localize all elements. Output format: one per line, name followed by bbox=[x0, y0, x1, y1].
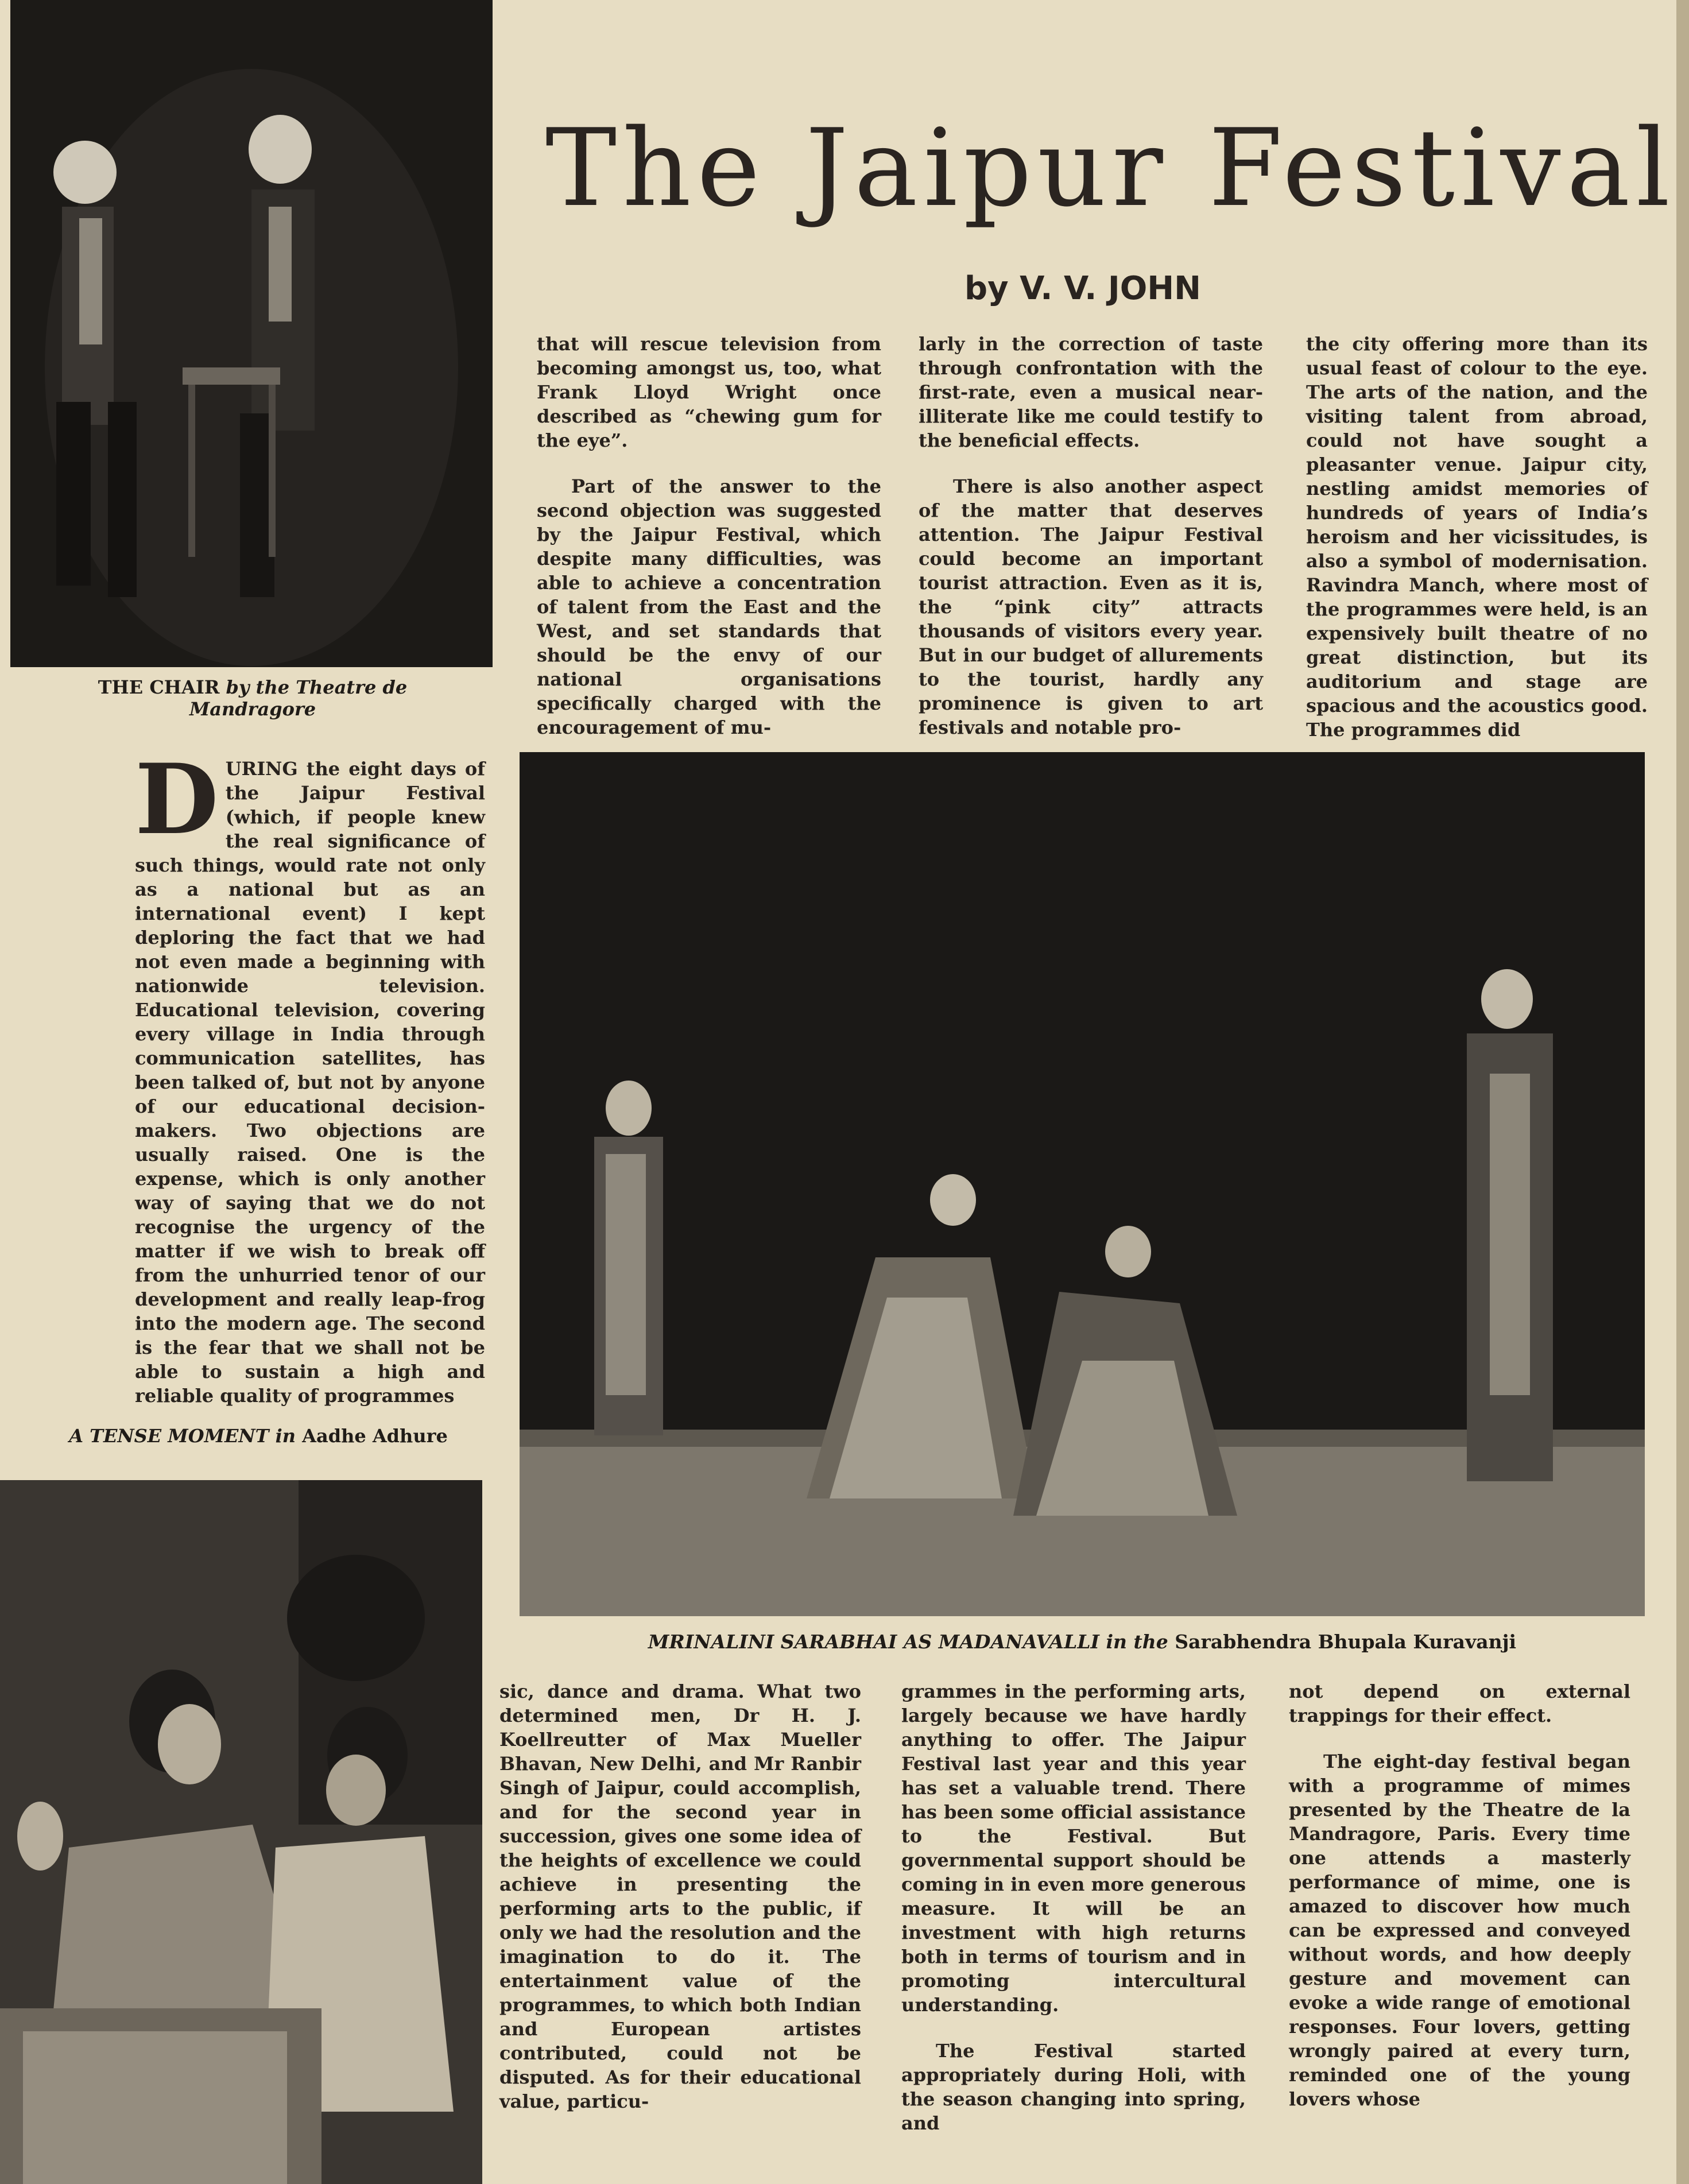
caption-tense-moment bbox=[63, 1425, 454, 1447]
bottom-col2-paragraph-2: The Festival started appropriately during Holi, with the season changing into spring, and bbox=[901, 2040, 1246, 2134]
top-column-2 bbox=[919, 332, 1263, 738]
caption-the-chair bbox=[34, 676, 471, 721]
intro-column bbox=[135, 742, 485, 1407]
caption-mrinalini-italic: MRINALINI SARABHAI AS MADANAVALLI bbox=[648, 1631, 1099, 1653]
intro-text: URING the eight days of the Jaipur Festival (which, if people knew the real significance of such things, would rate not only as a national but as an international event) I kept deploring the fact that we had not even made a beginning with nationwide television. Educational television, covering every village in India through communication satellites, has been talked of, but not by anyone of our educational decision-makers. Two objections are usually raised. One is the expense, which is only another way of saying that we do not recognise the urgency of the matter if we wish to break off from the unhurried tenor of our development and really leap-frog into the modern age. The second is the fear that we shall not be able to sustain a high and reliable quality of programmes bbox=[135, 758, 485, 1407]
caption-the-chair-italic: by the Theatre de Mandragore bbox=[189, 676, 408, 721]
photo-the-chair bbox=[10, 0, 493, 667]
top-column-3 bbox=[1306, 332, 1648, 741]
photo-tense-moment bbox=[0, 1480, 482, 2184]
bottom-col3-paragraph-2: The eight-day festival began with a programme of mimes presented by the Theatre de la Mandragore, Paris. Every time one attends a masterly performance of mime, one is amazed to discover how much can be expressed and conveyed without words, and how deeply gesture and movement can evoke a wide range of emotional responses. Four lovers, getting wrongly paired at every turn, reminded one of the young lovers whose bbox=[1289, 1751, 1630, 2110]
caption-mrinalini bbox=[520, 1631, 1645, 1654]
caption-mrinalini-rest: Sarabhendra Bhupala Kuravanji bbox=[1175, 1631, 1517, 1653]
article-byline: by V. V. JOHN bbox=[964, 270, 1202, 307]
bottom-col3-paragraph-1: not depend on external trappings for their effect. bbox=[1289, 1680, 1630, 1726]
bottom-col1-paragraph-1: sic, dance and drama. What two determined men, Dr H. J. Koellreutter of Max Mueller Bhavan, New Delhi, and Mr Ranbir Singh of Jaipur, could accomplish, and for the second year in succession, gives one some idea of the heights of excellence we could achieve in presenting the performing arts to the public, if only we had the resolution and the imagination to do it. The entertainment value of the programmes, to which both Indian and European artistes contributed, could not be disputed. As for their educational value, particu- bbox=[499, 1680, 861, 2112]
caption-tense-mid: in bbox=[275, 1425, 296, 1447]
top-column-1 bbox=[537, 332, 881, 738]
caption-tense-rest: Aadhe Adhure bbox=[302, 1425, 448, 1447]
top-col1-paragraph-1: that will rescue television from becoming amongst us, too, what Frank Lloyd Wright once described as “chewing gum for the eye”. bbox=[537, 333, 881, 451]
top-col2-paragraph-2: There is also another aspect of the matter that deserves attention. The Jaipur Festival could become an important tourist attraction. Even as it is, the “pink city” attracts thousands of visitors every year. But in our budget of allurements to the tourist, hardly any prominence is given to art festivals and notable pro- bbox=[919, 475, 1263, 738]
caption-mrinalini-mid: in the bbox=[1106, 1631, 1168, 1653]
intro-dropcap: D bbox=[135, 742, 219, 856]
caption-the-chair-bold: THE CHAIR bbox=[98, 676, 220, 698]
caption-tense-italic: A TENSE MOMENT bbox=[69, 1425, 269, 1447]
bottom-column-3 bbox=[1289, 1679, 1630, 2173]
photo-mrinalini-sarabhai bbox=[520, 752, 1645, 1616]
top-col1-paragraph-2: Part of the answer to the second objection was suggested by the Jaipur Festival, which despite many difficulties, was able to achieve a concentration of talent from the East and the West, and set standards that should be the envy of our national organisations specifically charged with the encouragement of mu- bbox=[537, 475, 881, 738]
bottom-column-2 bbox=[901, 1679, 1246, 2173]
top-col2-paragraph-1: larly in the correction of taste through confrontation with the first-rate, even a musical near-illiterate like me could testify to the beneficial effects. bbox=[919, 333, 1263, 451]
intro-paragraph bbox=[135, 742, 485, 1408]
top-col3-paragraph-1: the city offering more than its usual feast of colour to the eye. The arts of the nation, and the visiting talent from abroad, could not have sought a pleasanter venue. Jaipur city, nestling amidst memories of hundreds of years of India’s heroism and her vicissitudes, is also a symbol of modernisation. Ravindra Manch, where most of the programmes were held, is an expensively built theatre of no great distinction, but its auditorium and stage are spacious and the acoustics good. The programmes did bbox=[1306, 333, 1648, 741]
bottom-col2-paragraph-1: grammes in the performing arts, largely because we have hardly anything to offer. The Jaipur Festival last year and this year has set a valuable trend. There has been some official assistance to the Festival. But governmental support should be coming in in even more generous measure. It will be an investment with high returns both in terms of tourism and in promoting intercultural understanding. bbox=[901, 1680, 1246, 2016]
article-title: The Jaipur Festival bbox=[545, 106, 1676, 230]
paper-edge bbox=[1676, 0, 1689, 2184]
bottom-column-1 bbox=[499, 1679, 861, 2173]
